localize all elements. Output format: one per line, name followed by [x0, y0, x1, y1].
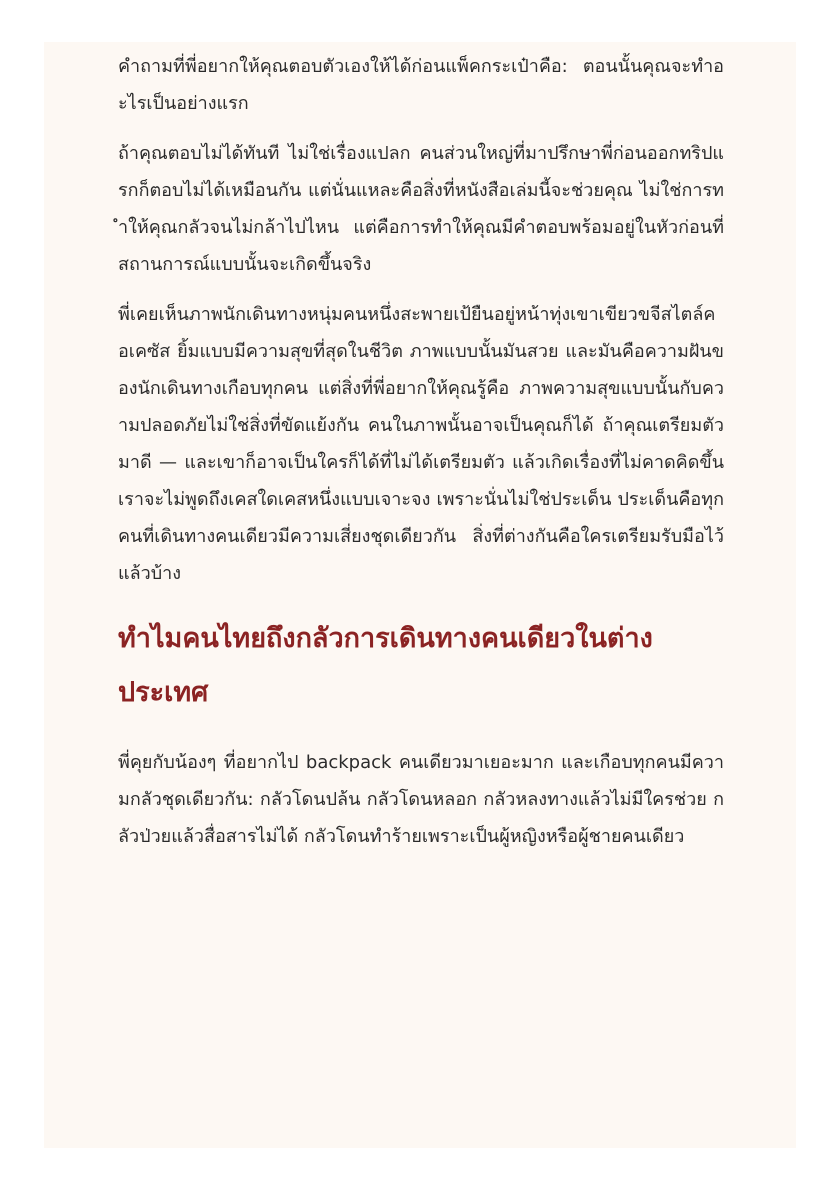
paragraph-traveler-story: พี่เคยเห็นภาพนักเดินทางหนุ่มคนหนึ่งสะพายเป้ยืนอยู่หน้าทุ่งเขาเขียวขจีสไตล์คอเคซัส ยิ้มแบบมีความสุขที่สุดในชีวิต ภาพแบบนั้นมันสวย และมันคือความฝันของนักเดินทางเกือบทุกคน แต่สิ่งที่พี่อยากให้คุณรู้คือ ภาพความสุขแบบนั้นกับความปลอดภัยไม่ใช่สิ่งที่ขัดแย้งกัน คนในภาพนั้นอาจเป็นคุณก็ได้ ถ้าคุณเตรียมตัวมาดี — และเขาก็อาจเป็นใครก็ได้ที่ไม่ได้เตรียมตัว แล้วเกิดเรื่องที่ไม่คาดคิดขึ้น เราจะไม่พูดถึงเคสใดเคสหนึ่งแบบเจาะจง เพราะนั่นไม่ใช่ประเด็น ประเด็นคือทุกคนที่เดินทางคนเดียวมีความเสี่ยงชุดเดียวกัน สิ่งที่ต่างกันคือใครเตรียมรับมือไว้แล้วบ้าง	[118, 304, 724, 584]
paragraph-common-fears: พี่คุยกับน้องๆ ที่อยากไป backpack คนเดียวมาเยอะมาก และเกือบทุกคนมีความกลัวชุดเดียวกัน: กลัวโดนปล้น กลัวโดนหลอก กลัวหลงทางแล้วไม่มีใครช่วย กลัวป่วยแล้วสื่อสารไม่ได้ กลัวโดนทำร้ายเพราะเป็นผู้หญิงหรือผู้ชายคนเดียว	[118, 752, 724, 847]
section-heading: ทำไมคนไทยถึงกลัวการเดินทางคนเดียวในต่างประเทศ	[118, 623, 653, 708]
paragraph-book-purpose: ถ้าคุณตอบไม่ได้ทันที ไม่ใช่เรื่องแปลก คนส่วนใหญ่ที่มาปรึกษาพี่ก่อนออกทริปแรกก็ตอบไม่ได้เหมือนกัน แต่นั่นแหละคือสิ่งที่หนังสือเล่มนี้จะช่วยคุณ ไม่ใช่การทำให้คุณกลัวจนไม่กล้าไปไหน แต่คือการทำให้คุณมีคำตอบพร้อมอยู่ในหัวก่อนที่สถานการณ์แบบนั้นจะเกิดขึ้นจริง	[118, 143, 724, 275]
paragraph-opening-question: คำถามที่พี่อยากให้คุณตอบตัวเองให้ได้ก่อนแพ็คกระเป๋าคือ: ตอนนั้นคุณจะทำอะไรเป็นอย่างแรก	[118, 56, 724, 114]
document-body	[118, 48, 724, 868]
document-page	[44, 42, 796, 1148]
